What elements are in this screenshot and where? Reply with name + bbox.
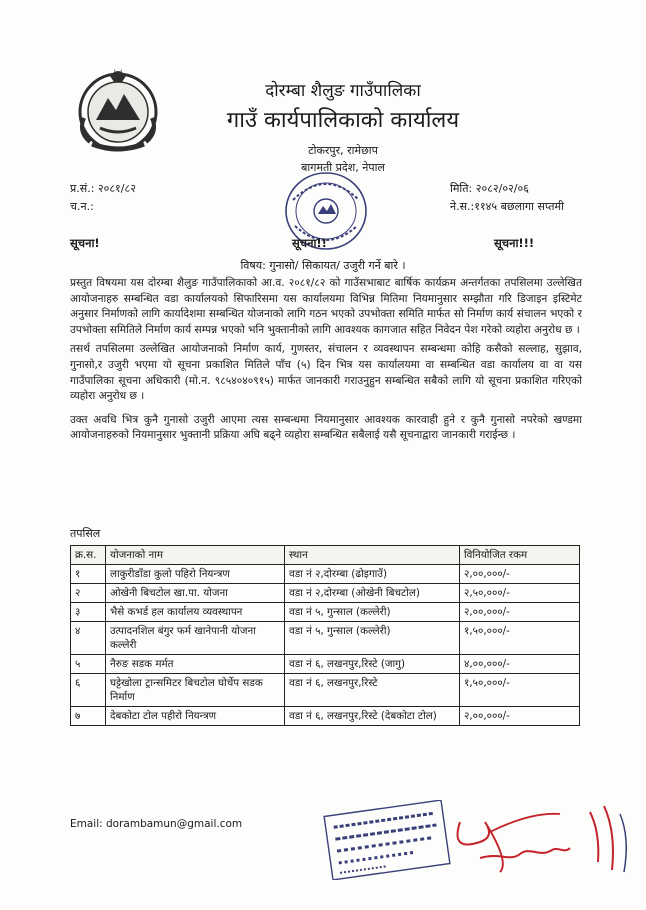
header-serial: क्र.स. [71, 546, 106, 565]
body-paragraph-2: तसर्थ तपसिलमा उल्लेखित आयोजनाको निर्माण कार्य, गुणस्तर, संचालन र व्यवस्थापन सम्बन्धमा कोहि कसैको सल्लाह, सुझाव, गुनासो,र उजुरी भएमा यो सूचना प्रकाशित मितिले पाँच (५) दिन भित्र यस कार्यालयमा वा सम्बन्धित वडा कार्यालय वा वा यस गाउँपालिका सूचना अधिकारी (मो.न. ९८५४०४०९१५) मार्फत जानकारी गराउनुहुन सम्बन्धित सबैको लागि यो सूचना प्रकाशित गरिएको व्यहोरा अनुरोध छ । [70, 343, 582, 403]
date-block [450, 180, 564, 216]
table-row [71, 674, 580, 707]
contact-email: Email: dorambamun@gmail.com [70, 818, 243, 830]
reference-block [70, 180, 136, 216]
cell-amount: १,५०,०००/- [460, 674, 580, 707]
header-project-name: योजनाको नाम [106, 546, 285, 565]
cell-serial: ५ [71, 655, 106, 674]
cell-serial: ६ [71, 674, 106, 707]
cell-location: वडा नं ५, गुन्साल (कल्लेरी) [285, 622, 460, 655]
signature-icon [440, 792, 640, 892]
cell-amount: २,००,०००/- [460, 707, 580, 726]
office-name: गाउँ कार्यपालिकाको कार्यालय [226, 108, 460, 133]
dispatch-number: च.न.: [70, 200, 94, 213]
table-row [71, 603, 580, 622]
notice-subject: विषय: गुनासो/ सिकायत/ उजुरी गर्ने बारे । [240, 259, 406, 272]
cell-serial: ३ [71, 603, 106, 622]
table-row [71, 655, 580, 674]
nepal-sambat-date: ने.स.:११४५ बछलागा सप्तमी [450, 200, 564, 213]
table-row [71, 622, 580, 655]
schedule-label: तपसिल [70, 527, 101, 540]
header-amount: विनियोजित रकम [460, 546, 580, 565]
cell-project-name: घट्टेखोला ट्रान्समिटर बिचटोल घोर्चेप सडक निर्माण [106, 674, 285, 707]
cell-amount: ४,००,०००/- [460, 655, 580, 674]
cell-project-name: भैसे कभर्ड हल कार्यालय व्यवस्थापन [106, 603, 285, 622]
cell-amount: २,००,०००/- [460, 565, 580, 584]
header-location: स्थान [285, 546, 460, 565]
table-row [71, 584, 580, 603]
cell-location: वडा नं ६, लखनपुर,रिस्टे [285, 674, 460, 707]
cell-location: वडा नं ६, लखनपुर,रिस्टे (देबकोटा टोल) [285, 707, 460, 726]
table-row [71, 565, 580, 584]
notice-label-right: सूचना!!! [494, 236, 535, 250]
cell-location: वडा नं ५, गुन्साल (कल्लेरी) [285, 603, 460, 622]
cell-project-name: नैरुङ सडक मर्मत [106, 655, 285, 674]
cell-serial: १ [71, 565, 106, 584]
cell-location: वडा नं २,दोरम्बा (ढोइगाउँ) [285, 565, 460, 584]
cell-project-name: लाकुरीडाँडा कुलो पहिरो नियन्त्रण [106, 565, 285, 584]
office-rectangular-stamp [322, 800, 452, 880]
project-table [70, 545, 580, 726]
cell-location: वडा नं ६, लखनपुर,रिस्टे (जागु) [285, 655, 460, 674]
body-paragraph-3: उक्त अवधि भित्र कुनै गुनासो उजुरी आएमा त्यस सम्बन्धमा नियमानुसार आवश्यक कारवाही हुने र कुनै गुनासो नपरेको खण्डमा आयोजनाहरुको नियमानुसार भुक्तानी प्रक्रिया अघि बढ्ने व्यहोरा सम्बन्धित सबैलाई यसै सूचनाद्वारा जानकारी गराईन्छ । [70, 413, 582, 442]
notice-label-center: सूचना!! [292, 236, 327, 250]
cell-serial: ४ [71, 622, 106, 655]
notice-body [70, 276, 582, 448]
cell-project-name: उत्पादनशिल बंगुर फर्म खानेपानी योजना कल्लेरी [106, 622, 285, 655]
cell-serial: २ [71, 584, 106, 603]
date: मिति: २०८२/०२/०६ [450, 182, 529, 195]
body-paragraph-1: प्रस्तुत विषयमा यस दोरम्बा शैलुङ गाउँपालिकाको आ.व. २०८१/८२ को गाउँसभाबाट बार्षिक कार्यक्रम अन्तर्गतका तपसिलमा उल्लेखित आयोजनाहरु सम्बन्धित वडा कार्यालयको सिफारिसमा यस कार्यालयमा विभिन्न मितिमा नियमानुसार सम्झौता गरि डिजाइन इस्टिमेट अनुसार निर्माणको लागि कार्यादेशमा सम्बन्धित योजनाको लागि गठन भएको उपभोक्ता समिति मार्फत सो निर्माण कार्य संचालन भएको र उपभोक्ता समितिले निर्माण कार्य सम्पन्न भएको भनि भुक्तानीको लागि आवश्यक कागजात सहित निवेदन पेश गरेको व्यहोरा अनुरोध छ । [70, 277, 582, 336]
cell-amount: २,५०,०००/- [460, 584, 580, 603]
cell-project-name: देबकोटा टोल पहीरो नियन्त्रण [106, 707, 285, 726]
address-line-1: टोकरपुर, रामेछाप [308, 144, 378, 157]
reference-number: प्र.सं.: २०८१/८२ [70, 182, 136, 195]
cell-amount: २,००,०००/- [460, 603, 580, 622]
municipality-name: दोरम्बा शैलुङ गाउँपालिका [265, 81, 421, 101]
address-line-2: बागमती प्रदेश, नेपाल [301, 161, 385, 174]
cell-location: वडा नं २,दोरम्बा (ओखेनी बिचटोल) [285, 584, 460, 603]
cell-serial: ७ [71, 707, 106, 726]
table-header-row [71, 546, 580, 565]
table-row [71, 707, 580, 726]
cell-amount: १,५०,०००/- [460, 622, 580, 655]
cell-project-name: ओखेनी बिचटोल खा.पा. योजना [106, 584, 285, 603]
notice-label-left: सूचना! [70, 236, 100, 250]
